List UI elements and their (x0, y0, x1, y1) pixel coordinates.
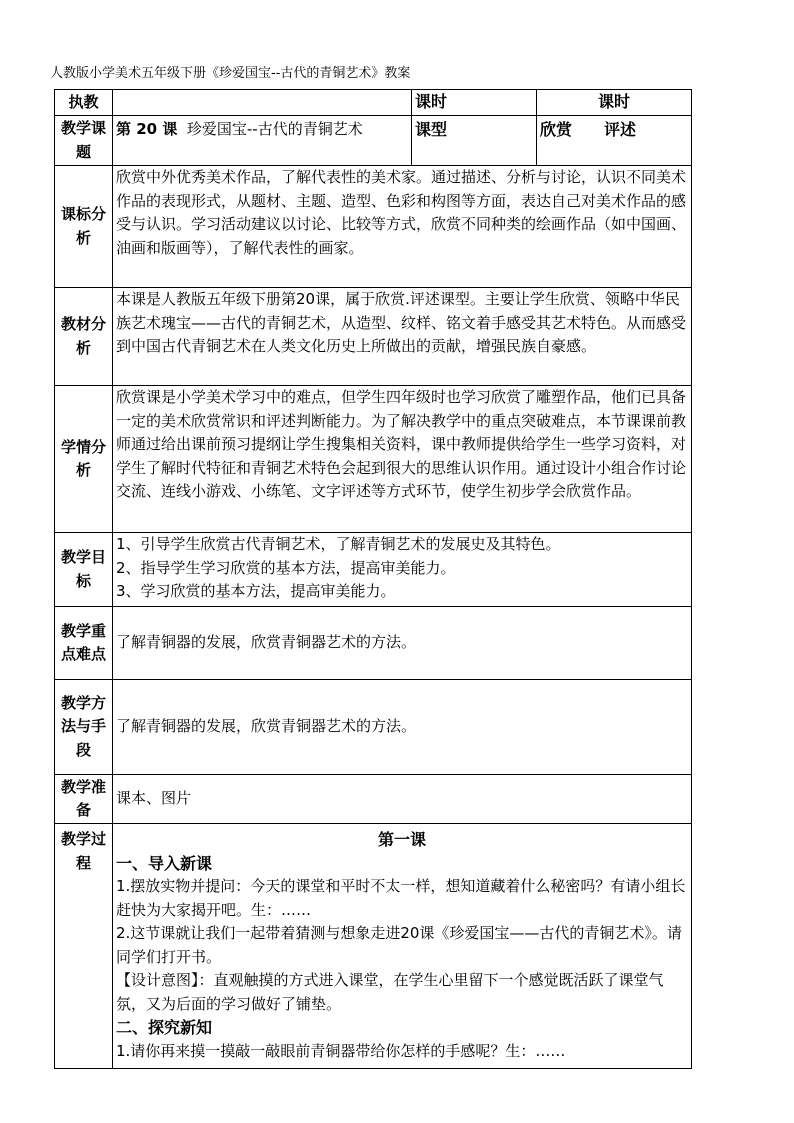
label-student-analysis: 学情分析 (55, 386, 113, 533)
design-intent-paragraph: 【设计意图】：直观触摸的方式进入课堂，在学生心里留下一个感觉既活跃了课堂气氛，又为后面的学习做好了铺垫。 (116, 971, 664, 1013)
row-topic (55, 116, 692, 166)
row-curriculum-analysis (55, 166, 692, 288)
row-textbook-analysis (55, 288, 692, 386)
process-content (113, 824, 692, 1069)
lesson-heading: 第一课 (377, 830, 426, 849)
row-key-points (55, 607, 692, 680)
objective-item: 3、学习欣赏的基本方法，提高审美能力。 (116, 582, 396, 600)
label-objectives: 教学目标 (55, 533, 113, 607)
objectives-list (113, 533, 692, 607)
student-analysis-text: 欣赏课是小学美术学习中的难点，但学生四年级时也学习欣赏了雕塑作品，他们已具备一定的美术欣赏常识和评述判断能力。为了解决教学中的重点突破难点，本节课课前教师通过给出课前预习提纲让学生搜集相关资料，课中教师提供给学生一些学习资料，对学生了解时代特征和青铜艺术特色会起到很大的思维认识作用。通过设计小组合作讨论交流、连线小游戏、小练笔、文字评述等方式环节，使学生初步学会欣赏作品。 (113, 386, 692, 533)
lesson-plan-table (54, 89, 692, 1069)
label-lesson-type: 课型 (412, 116, 537, 166)
row-student-analysis (55, 386, 692, 533)
row-methods (55, 680, 692, 775)
curriculum-analysis-text: 欣赏中外优秀美术作品，了解代表性的美术家。通过描述、分析与讨论，认识不同美术作品的表现形式，从题材、主题、造型、色彩和构图等方面，表达自己对美术作品的感受与认识。学习活动建议以讨论、比较等方式，欣赏不同种类的绘画作品（如中国画、油画和版画等），了解代表性的画家。 (113, 166, 692, 288)
topic-title: 珍爱国宝--古代的青铜艺术 (186, 120, 363, 138)
page-header: 人教版小学美术五年级下册《珍爱国宝--古代的青铜艺术》教案 (50, 66, 411, 81)
methods-text: 了解青铜器的发展，欣赏青铜器艺术的方法。 (113, 680, 692, 775)
label-curriculum-analysis: 课标分析 (55, 166, 113, 288)
label-process: 教学过程 (55, 824, 113, 1069)
label-preparation: 教学准备 (55, 775, 113, 824)
label-keshi-2: 课时 (537, 90, 692, 116)
objective-item: 1、引导学生欣赏古代青铜艺术，了解青铜艺术的发展史及其特色。 (116, 535, 561, 553)
row-preparation (55, 775, 692, 824)
process-paragraph: 1.请你再来摸一摸敲一敲眼前青铜器带给你怎样的手感呢？生：…… (116, 1041, 566, 1060)
label-methods: 教学方法与手段 (55, 680, 113, 775)
label-textbook-analysis: 教材分析 (55, 288, 113, 386)
label-teacher: 执教 (55, 90, 113, 116)
preparation-text: 课本、图片 (113, 775, 692, 824)
topic-prefix: 第 20 课 (116, 120, 178, 138)
row-teacher (55, 90, 692, 116)
process-paragraph: 2.这节课就让我们一起带着猜测与想象走进20课《珍爱国宝——古代的青铜艺术》。请同学们打开书。 (116, 924, 682, 966)
row-objectives (55, 533, 692, 607)
process-paragraph: 1.摆放实物并提问：今天的课堂和平时不太一样，想知道藏着什么秘密吗？有请小组长赶快为大家揭开吧。生：…… (116, 877, 686, 919)
objective-item: 2、指导学生学习欣赏的基本方法，提高审美能力。 (116, 558, 456, 577)
label-keshi-1: 课时 (412, 90, 537, 116)
row-process (55, 824, 692, 1069)
label-topic: 教学课题 (55, 116, 113, 166)
topic-value (113, 116, 412, 166)
textbook-analysis-text: 本课是人教版五年级下册第20课，属于欣赏.评述课型。主要让学生欣赏、领略中华民族艺术瑰宝——古代的青铜艺术，从造型、纹样、铭文着手感受其艺术特色。从而感受到中国古代青铜艺术在人类文化历史上所做出的贡献，增强民族自豪感。 (113, 288, 692, 386)
lesson-type-value: 欣赏 评述 (537, 116, 692, 166)
section-heading-explore: 二、探究新知 (116, 1018, 213, 1037)
teacher-value (113, 90, 412, 116)
label-key-points: 教学重点难点 (55, 607, 113, 680)
section-heading-intro: 一、导入新课 (116, 853, 213, 873)
key-points-text: 了解青铜器的发展，欣赏青铜器艺术的方法。 (113, 607, 692, 680)
